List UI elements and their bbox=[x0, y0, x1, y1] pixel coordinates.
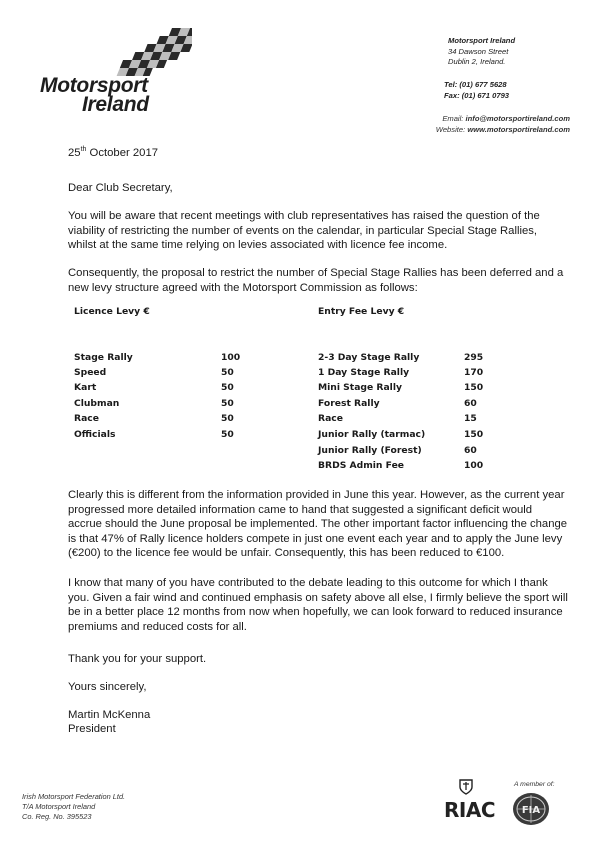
fax-number: Fax: (01) 671 0793 bbox=[444, 90, 510, 100]
letter-date: 25th October 2017 bbox=[68, 146, 159, 159]
closing: Yours sincerely, bbox=[68, 681, 147, 693]
website-address[interactable]: www.motorsportireland.com bbox=[467, 124, 570, 134]
web-block bbox=[400, 114, 570, 135]
signatory-title: President bbox=[68, 723, 116, 735]
website-label: Website: bbox=[435, 124, 466, 134]
company-footer bbox=[22, 792, 125, 822]
footer-company: Irish Motorsport Federation Ltd. bbox=[22, 792, 126, 801]
footer-reg-no: Co. Reg. No. 395523 bbox=[22, 812, 92, 821]
member-of-label: A member of: bbox=[514, 781, 555, 788]
entry-fee-levy-table: Entry Fee Levy € 2-3 Day Stage Rally 295 1 Day Stage Rally 170 Mini Stage Rally 150 Forest Rally 60 Race 15 Junior Rally (tarmac) 150 Junior Rally (Forest) 60 BRDS Admin Fee 100 bbox=[318, 306, 484, 471]
signatory-name: Martin McKenna bbox=[68, 709, 151, 721]
licence-levy-header: Licence Levy € bbox=[74, 306, 150, 317]
paragraph-3: Clearly this is different from the information provided in June this year. However, as the current year progressed more detailed information came to hand that suggested a significant deficit would accrue should the June proposal be implemented. The other important factor influencing the change is that 47% of Rally licence holders compete in just one event each year and to apply the June levy (€200) to the licence fee would be unfair. Consequently, this has been reduced to €100. bbox=[68, 489, 568, 560]
logo-line2: Ireland bbox=[82, 93, 149, 116]
phone-block bbox=[444, 80, 600, 101]
entry-fee-levy-header: Entry Fee Levy € bbox=[318, 306, 405, 317]
tel-number: Tel: (01) 677 5628 bbox=[444, 80, 507, 89]
checkered-flag-logo bbox=[110, 28, 192, 80]
licence-levy-table: Licence Levy € Stage Rally 100 Speed 50 Kart 50 Clubman 50 Race 50 Officials 50 bbox=[74, 306, 241, 440]
email-address[interactable]: info@motorsportireland.com bbox=[465, 114, 570, 123]
logo-wordmark bbox=[40, 76, 180, 114]
address-org: Motorsport Ireland bbox=[448, 36, 516, 45]
fia-text: FIA bbox=[521, 805, 541, 816]
footer-trading-as: T/A Motorsport Ireland bbox=[22, 802, 96, 811]
paragraph-2: Consequently, the proposal to restrict the number of Special Stage Rallies has been deferred and a new levy structure agreed with the Motorsport Commission as follows: bbox=[68, 267, 564, 294]
fia-logo bbox=[511, 791, 551, 827]
address-block bbox=[388, 36, 568, 68]
email-label: Email: bbox=[442, 114, 464, 123]
salutation: Dear Club Secretary, bbox=[68, 182, 173, 194]
address-city: Dublin 2, Ireland. bbox=[448, 57, 506, 66]
shield-icon bbox=[459, 779, 473, 795]
logo-line1: Motorsport bbox=[40, 74, 148, 97]
paragraph-1: You will be aware that recent meetings with club representatives has raised the question of the viability of restricting the number of events on the calendar, in particular Special Stage Rallies, whilst at the same time relying on levies associated with licence fee income. bbox=[68, 210, 540, 252]
paragraph-4: I know that many of you have contributed to the debate leading to this outcome for which I thank you. Given a fair wind and continued emphasis on safety above all else, I firmly believe the sport will be in a better place 12 months from now when hopefully, we can look forward to reduced insurance premiums and reduced costs for all. bbox=[68, 577, 568, 633]
thanks-line: Thank you for your support. bbox=[68, 653, 207, 665]
riac-logo: RIAC bbox=[444, 798, 495, 822]
address-street: 34 Dawson Street bbox=[448, 46, 509, 56]
